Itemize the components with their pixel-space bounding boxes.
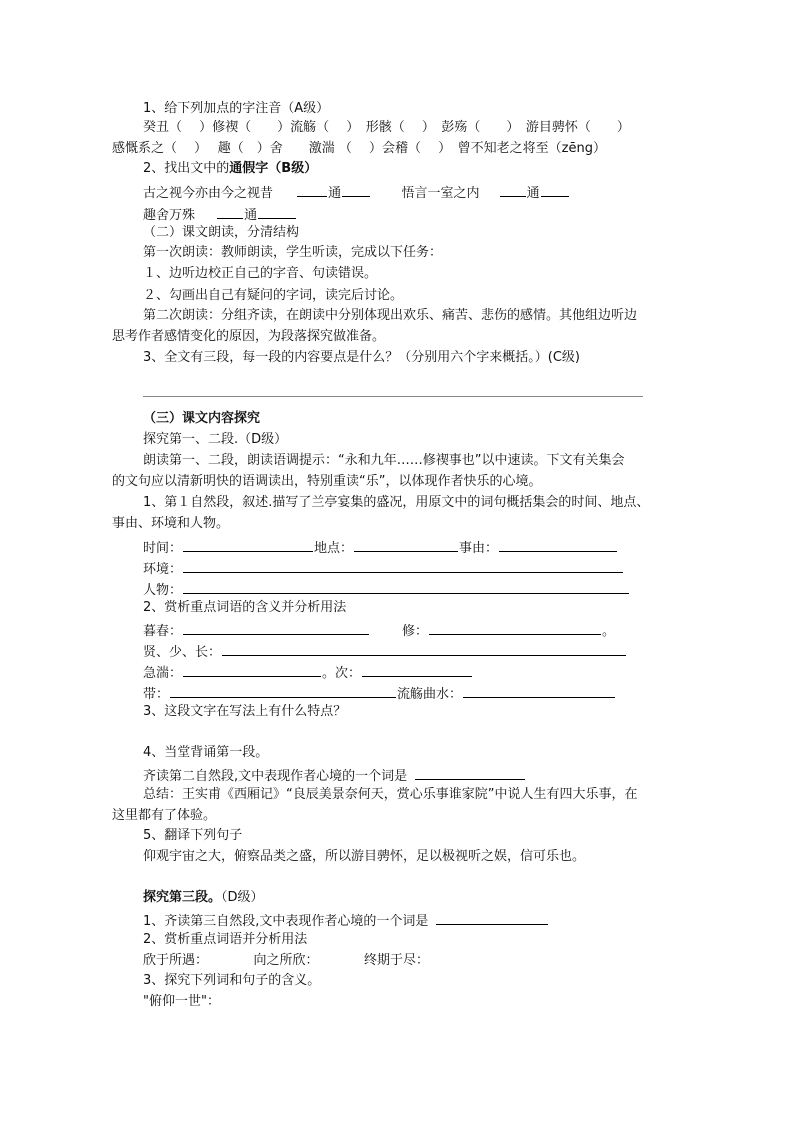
blank-time[interactable]	[183, 537, 313, 552]
label-place: 地点：	[314, 541, 354, 556]
q2-tong: 通	[328, 186, 342, 201]
sec3-q5: 5、翻译下列句子	[143, 828, 243, 843]
blank-ji-tuan[interactable]	[183, 662, 321, 677]
sec2-title: （二）课文朗读，分清结构	[143, 225, 300, 240]
sec4-q1-row	[143, 910, 549, 931]
label-xian: 贤、少、长：	[143, 645, 222, 660]
label-env: 环境：	[143, 562, 183, 577]
sec3-part1: 探究第一、二段.（D级）	[143, 432, 288, 447]
q1-title: 1、给下列加点的字注音（A级）	[143, 101, 330, 116]
q2-blank	[297, 182, 327, 197]
q2-item3: 趣舍万殊	[143, 208, 196, 223]
label-dai: 带：	[143, 687, 170, 702]
blank-liu-shang[interactable]	[463, 683, 615, 698]
fill-xian-row	[143, 641, 627, 662]
sec2-q3: 3、全文有三段，每一段的内容要点是什么？（分别用六个字来概括。）(C级)	[143, 350, 580, 365]
sec4-level: （D级）	[221, 890, 264, 905]
sec4-q1: 1、齐读第三自然段,文中表现作者心境的一个词是	[143, 914, 429, 929]
q2-title-bold: 通假字（B级）	[229, 161, 318, 176]
sec4-title: 探究第三段。	[143, 890, 222, 905]
q2-tong: 通	[526, 186, 540, 201]
q2-blank	[217, 204, 243, 219]
q2-item2: 悟言一室之内	[401, 186, 480, 201]
blank-xiu[interactable]	[429, 620, 601, 635]
q2-title-prefix: 2、找出文中的	[143, 161, 230, 176]
label-ci: 次：	[335, 666, 362, 681]
sec3-summary-2: 这里都有了体验。	[112, 808, 217, 823]
sec2-task2: ２、勾画出自己有疑问的字词，读完后讨论。	[143, 288, 404, 303]
sec3-q4: 4、当堂背诵第一段。	[143, 745, 269, 760]
blank-reason[interactable]	[499, 537, 617, 552]
q2-line1	[143, 182, 570, 203]
sec4-q3: 3、探究下列词和句子的含义。	[143, 973, 321, 988]
sec4-q2: 2、赏析重点词语并分析用法	[143, 932, 308, 947]
label-mu-chun: 暮春：	[143, 624, 183, 639]
fill-time-row	[143, 537, 618, 558]
q1-row1: 癸丑（ ）修禊（ ）流觞（ ） 形骸（ ） 彭殇（ ） 游目骋怀（ ）	[143, 120, 630, 135]
q2-blank	[500, 182, 526, 197]
q2-item1: 古之视今亦由今之视昔	[143, 186, 274, 201]
sec3-q5-text: 仰观宇宙之大，俯察品类之盛，所以游目骋怀，足以极视听之娱，信可乐也。	[143, 849, 586, 864]
blank-place[interactable]	[354, 537, 458, 552]
sec4-words: 欣于所遇： 向之所欣： 终期于尽：	[143, 953, 430, 968]
sec2-second-read-1: 第二次朗读：分组齐读，在朗读中分别体现出欢乐、痛苦、悲伤的感情。其他组边听边	[143, 308, 638, 323]
blank-mu-chun[interactable]	[183, 620, 369, 635]
label-people: 人物：	[143, 583, 183, 598]
blank-xian[interactable]	[222, 641, 626, 656]
label-xiu: 修：	[402, 624, 429, 639]
sec3-q1-1: 1、第１自然段，叙述.描写了兰亭宴集的盛况，用原文中的词句概括集会的时间、地点、	[143, 495, 650, 510]
sec3-q4-read: 齐读第二自然段,文中表现作者心境的一个词是	[143, 769, 408, 784]
label-liu-shang: 流觞曲水：	[397, 687, 463, 702]
sec3-q4-read-row	[143, 765, 526, 786]
answer-line	[143, 396, 643, 397]
fill-env-row	[143, 558, 624, 579]
blank-env[interactable]	[183, 558, 623, 573]
sec3-read-1: 朗读第一、二段，朗读语调提示：“永和九年……修禊事也”以中速读。下文有关集会	[143, 453, 625, 468]
q2-tong: 通	[244, 208, 258, 223]
fill-dai-row	[143, 683, 616, 704]
blank-people[interactable]	[183, 579, 629, 594]
label-time: 时间：	[143, 541, 183, 556]
q2-line2	[143, 204, 297, 225]
sec3-q3: 3、这段文字在写法上有什么特点？	[143, 704, 347, 719]
q2-blank	[342, 182, 370, 197]
blank-sec4-word[interactable]	[436, 910, 548, 925]
sec3-title: （三）课文内容探究	[143, 411, 261, 426]
blank-q4-word[interactable]	[415, 765, 525, 780]
fill-jituan-row: 急湍： 。次：	[143, 662, 473, 683]
sec3-q1-2: 事由、环境和人物。	[112, 516, 230, 531]
sec3-read-2: 的文句应以清新明快的语调读出，特别重读“乐”，以体现作者快乐的心境。	[112, 474, 542, 489]
sec4-phrase: "俯仰一世"：	[143, 994, 220, 1009]
sec4-title-row	[143, 889, 264, 907]
q2-blank	[258, 204, 296, 219]
q1-row2: 感慨系之（ ） 趣（ ）舍 激湍 （ ）会稽（ ） 曾不知老之将至（zēng）	[112, 141, 606, 156]
q2-blank	[541, 182, 569, 197]
label-ji-tuan: 急湍：	[143, 666, 183, 681]
q2-title	[143, 160, 317, 178]
sec2-second-read-2: 思考作者感情变化的原因，为段落探究做准备。	[112, 329, 386, 344]
sec2-first-read: 第一次朗读：教师朗读，学生听读，完成以下任务：	[143, 245, 443, 260]
sec2-task1: １、边听边校正自己的字音、句读错误。	[143, 266, 378, 281]
sec3-q2: 2、赏析重点词语的含义并分析用法	[143, 600, 347, 615]
blank-dai[interactable]	[170, 683, 396, 698]
sec3-summary-1: 总结：王实甫《西厢记》“良辰美景奈何天，赏心乐事谁家院”中说人生有四大乐事，在	[143, 787, 638, 802]
blank-ci[interactable]	[362, 662, 472, 677]
fill-muchun-row: 暮春： 修： 。	[143, 620, 615, 641]
fill-people-row	[143, 579, 630, 600]
label-reason: 事由：	[459, 541, 499, 556]
